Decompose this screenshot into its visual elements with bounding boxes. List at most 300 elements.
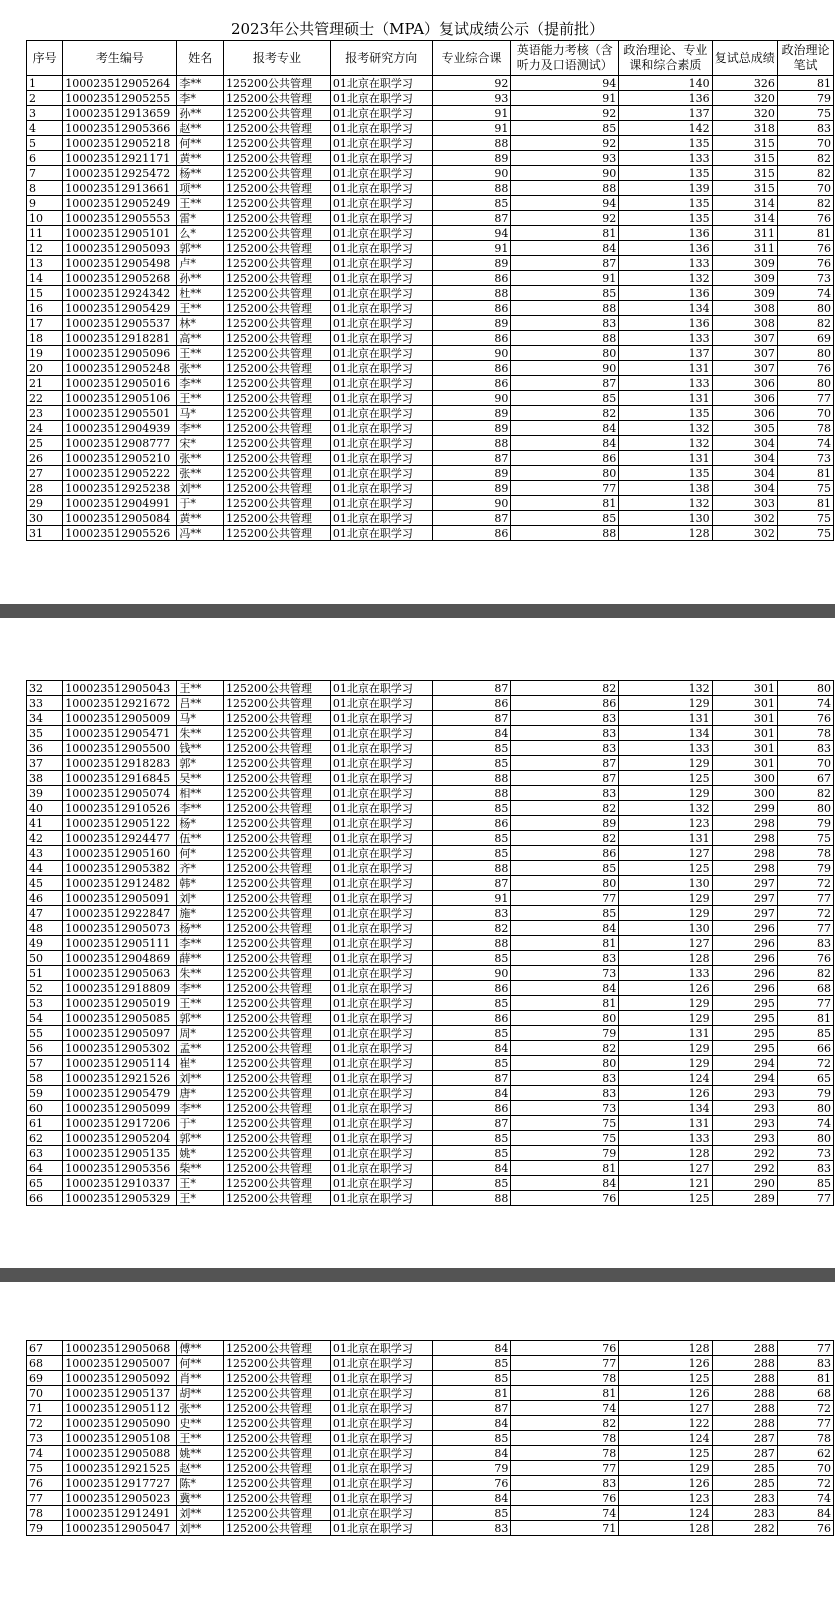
table-cell: 21 (27, 376, 63, 391)
table-header-row (27, 41, 834, 76)
table-cell: 88 (432, 1191, 511, 1206)
table-cell: 01北京在职学习 (330, 951, 432, 966)
table-cell: 126 (619, 1356, 712, 1371)
table-cell: 140 (619, 76, 712, 91)
table-cell: 87 (511, 756, 619, 771)
table-cell: 100023512905249 (63, 196, 177, 211)
table-cell: 01北京在职学习 (330, 376, 432, 391)
table-cell: 124 (619, 1431, 712, 1446)
table-cell: 01北京在职学习 (330, 861, 432, 876)
table-cell: 124 (619, 1071, 712, 1086)
table-cell: 01北京在职学习 (330, 391, 432, 406)
table-cell: 125200公共管理 (224, 771, 331, 786)
table-cell: 81 (777, 466, 833, 481)
table-cell: 128 (619, 1521, 712, 1536)
table-cell: 292 (712, 1161, 777, 1176)
table-cell: 100023512912482 (63, 876, 177, 891)
table-cell: 133 (619, 376, 712, 391)
table-cell: 283 (712, 1491, 777, 1506)
table-cell: 李** (177, 801, 224, 816)
table-cell: 85 (511, 121, 619, 136)
table-cell: 01北京在职学习 (330, 936, 432, 951)
table-cell: 85 (511, 861, 619, 876)
table-cell: 37 (27, 756, 63, 771)
table-cell: 83 (777, 1161, 833, 1176)
table-cell: 9 (27, 196, 63, 211)
table-cell: 83 (777, 741, 833, 756)
table-cell: 306 (712, 406, 777, 421)
table-cell: 131 (619, 391, 712, 406)
table-cell: 100023512905043 (63, 681, 177, 696)
table-cell: 125200公共管理 (224, 1521, 331, 1536)
table-cell: 100023512905106 (63, 391, 177, 406)
table-row (27, 151, 834, 166)
score-table-page-2 (26, 680, 834, 1206)
table-cell: 4 (27, 121, 63, 136)
table-cell: 100023512918283 (63, 756, 177, 771)
table-cell: 76 (27, 1476, 63, 1491)
table-cell: 70 (777, 406, 833, 421)
table-cell: 84 (432, 1086, 511, 1101)
table-cell: 78 (777, 1431, 833, 1446)
table-cell: 90 (511, 361, 619, 376)
table-cell: 100023512905302 (63, 1041, 177, 1056)
table-cell: 01北京在职学习 (330, 211, 432, 226)
table-cell: 88 (432, 861, 511, 876)
table-cell: 100023512904991 (63, 496, 177, 511)
table-cell: 75 (511, 1116, 619, 1131)
table-cell: 127 (619, 1161, 712, 1176)
table-cell: 86 (432, 1101, 511, 1116)
table-row (27, 1416, 834, 1431)
table-row (27, 1476, 834, 1491)
table-cell: 16 (27, 301, 63, 316)
table-cell: 72 (27, 1416, 63, 1431)
table-cell: 288 (712, 1371, 777, 1386)
table-cell: 125200公共管理 (224, 786, 331, 801)
table-cell: 77 (777, 1416, 833, 1431)
table-cell: 3 (27, 106, 63, 121)
table-cell: 125200公共管理 (224, 1476, 331, 1491)
table-cell: 赵** (177, 1461, 224, 1476)
table-cell: 125200公共管理 (224, 256, 331, 271)
table-cell: 72 (777, 906, 833, 921)
table-cell: 伍** (177, 831, 224, 846)
table-cell: 84 (432, 1416, 511, 1431)
table-cell: 128 (619, 951, 712, 966)
table-cell: 相** (177, 786, 224, 801)
table-cell: 125200公共管理 (224, 1341, 331, 1356)
table-cell: 125200公共管理 (224, 301, 331, 316)
table-cell: 300 (712, 771, 777, 786)
table-cell: 66 (777, 1041, 833, 1056)
table-cell: 129 (619, 906, 712, 921)
table-row (27, 121, 834, 136)
table-cell: 80 (777, 376, 833, 391)
table-cell: 125200公共管理 (224, 996, 331, 1011)
table-cell: 19 (27, 346, 63, 361)
table-row (27, 1146, 834, 1161)
table-cell: 132 (619, 436, 712, 451)
table-cell: 64 (27, 1161, 63, 1176)
table-cell: 62 (27, 1131, 63, 1146)
table-cell: 100023512905084 (63, 511, 177, 526)
table-cell: 85 (511, 511, 619, 526)
table-cell: 125200公共管理 (224, 936, 331, 951)
table-cell: 86 (432, 696, 511, 711)
table-cell: 53 (27, 996, 63, 1011)
table-row (27, 1176, 834, 1191)
table-cell: 01北京在职学习 (330, 756, 432, 771)
table-cell: 125200公共管理 (224, 891, 331, 906)
table-cell: 93 (511, 151, 619, 166)
table-cell: 43 (27, 846, 63, 861)
table-cell: 314 (712, 196, 777, 211)
column-header: 政治理论笔试 (777, 41, 833, 76)
table-cell: 87 (511, 771, 619, 786)
table-cell: 76 (777, 361, 833, 376)
table-cell: 100023512905092 (63, 1371, 177, 1386)
table-cell: 高** (177, 331, 224, 346)
table-cell: 134 (619, 726, 712, 741)
table-cell: 100023512905007 (63, 1356, 177, 1371)
table-cell: 132 (619, 496, 712, 511)
table-cell: 46 (27, 891, 63, 906)
table-cell: 01北京在职学习 (330, 1071, 432, 1086)
table-cell: 51 (27, 966, 63, 981)
table-cell: 100023512916845 (63, 771, 177, 786)
table-cell: 300 (712, 786, 777, 801)
table-cell: 86 (432, 981, 511, 996)
table-cell: 125200公共管理 (224, 876, 331, 891)
table-cell: 125200公共管理 (224, 1116, 331, 1131)
table-cell: 134 (619, 1101, 712, 1116)
table-row (27, 786, 834, 801)
table-cell: 孟** (177, 1041, 224, 1056)
table-cell: 125200公共管理 (224, 511, 331, 526)
table-cell: 吕** (177, 696, 224, 711)
table-cell: 91 (432, 241, 511, 256)
table-cell: 125200公共管理 (224, 1056, 331, 1071)
table-cell: 刘* (177, 891, 224, 906)
table-cell: 125200公共管理 (224, 1131, 331, 1146)
table-cell: 133 (619, 966, 712, 981)
table-row (27, 331, 834, 346)
table-cell: 100023512905264 (63, 76, 177, 91)
table-cell: 何** (177, 1356, 224, 1371)
table-cell: 136 (619, 286, 712, 301)
table-cell: 01北京在职学习 (330, 1341, 432, 1356)
table-cell: 01北京在职学习 (330, 466, 432, 481)
table-cell: 刘** (177, 481, 224, 496)
table-cell: 100023512905068 (63, 1341, 177, 1356)
table-cell: 王** (177, 681, 224, 696)
table-cell: 92 (511, 136, 619, 151)
table-cell: 76 (511, 1341, 619, 1356)
table-cell: 100023512921525 (63, 1461, 177, 1476)
table-cell: 17 (27, 316, 63, 331)
table-cell: 90 (432, 966, 511, 981)
table-cell: 288 (712, 1386, 777, 1401)
table-cell: 01北京在职学习 (330, 436, 432, 451)
table-row (27, 1371, 834, 1386)
table-cell: 89 (432, 406, 511, 421)
table-cell: 135 (619, 166, 712, 181)
table-cell: 125200公共管理 (224, 1026, 331, 1041)
table-cell: 81 (511, 1161, 619, 1176)
table-cell: 82 (511, 801, 619, 816)
table-cell: 45 (27, 876, 63, 891)
table-cell: 136 (619, 91, 712, 106)
table-cell: 76 (777, 211, 833, 226)
table-cell: 90 (432, 166, 511, 181)
table-cell: 86 (511, 451, 619, 466)
table-cell: 83 (511, 711, 619, 726)
table-cell: 306 (712, 391, 777, 406)
table-row (27, 436, 834, 451)
table-row (27, 1011, 834, 1026)
table-cell: 315 (712, 166, 777, 181)
table-cell: 125200公共管理 (224, 921, 331, 936)
table-cell: 79 (777, 1086, 833, 1101)
table-cell: 129 (619, 1461, 712, 1476)
table-cell: 128 (619, 1146, 712, 1161)
table-cell: 78 (511, 1431, 619, 1446)
table-cell: 125200公共管理 (224, 436, 331, 451)
table-cell: 80 (511, 876, 619, 891)
table-cell: 85 (432, 1131, 511, 1146)
table-cell: 杨* (177, 816, 224, 831)
table-cell: 129 (619, 1056, 712, 1071)
table-cell: 86 (432, 816, 511, 831)
table-cell: 90 (432, 496, 511, 511)
table-cell: 唐* (177, 1086, 224, 1101)
table-cell: 125200公共管理 (224, 1161, 331, 1176)
table-cell: 136 (619, 316, 712, 331)
table-cell: 47 (27, 906, 63, 921)
table-cell: 282 (712, 1521, 777, 1536)
table-cell: 125200公共管理 (224, 136, 331, 151)
table-cell: 张** (177, 1401, 224, 1416)
table-cell: 296 (712, 936, 777, 951)
table-cell: 135 (619, 406, 712, 421)
table-cell: 314 (712, 211, 777, 226)
table-cell: 133 (619, 331, 712, 346)
table-row (27, 1521, 834, 1536)
table-cell: 91 (511, 91, 619, 106)
table-cell: 01北京在职学习 (330, 1146, 432, 1161)
table-cell: 82 (777, 316, 833, 331)
table-row (27, 711, 834, 726)
table-cell: 7 (27, 166, 63, 181)
table-cell: 33 (27, 696, 63, 711)
table-cell: 84 (432, 1491, 511, 1506)
table-cell: 76 (777, 241, 833, 256)
table-cell: 74 (511, 1506, 619, 1521)
table-row (27, 301, 834, 316)
table-cell: 295 (712, 1026, 777, 1041)
table-cell: 123 (619, 816, 712, 831)
table-cell: 01北京在职学习 (330, 1131, 432, 1146)
table-cell: 100023512905366 (63, 121, 177, 136)
document-title: 2023年公共管理硕士（MPA）复试成绩公示（提前批） (230, 20, 605, 38)
table-cell: 84 (511, 981, 619, 996)
table-cell: 125200公共管理 (224, 361, 331, 376)
table-cell: 75 (777, 831, 833, 846)
table-cell: 100023512908777 (63, 436, 177, 451)
table-cell: 38 (27, 771, 63, 786)
table-cell: 82 (777, 196, 833, 211)
table-cell: 61 (27, 1116, 63, 1131)
table-cell: 86 (432, 271, 511, 286)
table-cell: 125200公共管理 (224, 1431, 331, 1446)
table-cell: 71 (511, 1521, 619, 1536)
table-cell: 131 (619, 451, 712, 466)
table-cell: 01北京在职学习 (330, 1191, 432, 1206)
table-cell: 01北京在职学习 (330, 166, 432, 181)
table-cell: 78 (777, 421, 833, 436)
table-row (27, 241, 834, 256)
table-cell: 80 (777, 801, 833, 816)
table-cell: 25 (27, 436, 63, 451)
table-cell: 100023512905097 (63, 1026, 177, 1041)
page-separator (0, 604, 835, 618)
table-cell: 100023512905047 (63, 1521, 177, 1536)
table-cell: 86 (432, 526, 511, 541)
table-cell: 85 (432, 1431, 511, 1446)
table-cell: 81 (511, 996, 619, 1011)
table-cell: 何* (177, 846, 224, 861)
table-cell: 83 (511, 1086, 619, 1101)
table-cell: 73 (27, 1431, 63, 1446)
table-cell: 131 (619, 361, 712, 376)
table-cell: 126 (619, 981, 712, 996)
table-cell: 62 (777, 1446, 833, 1461)
table-cell: 100023512924477 (63, 831, 177, 846)
table-cell: 傅** (177, 1341, 224, 1356)
table-cell: 304 (712, 481, 777, 496)
table-cell: 304 (712, 466, 777, 481)
table-row (27, 981, 834, 996)
table-cell: 100023512905471 (63, 726, 177, 741)
table-cell: 13 (27, 256, 63, 271)
table-row (27, 966, 834, 981)
table-row (27, 1461, 834, 1476)
table-cell: 王** (177, 196, 224, 211)
table-cell: 84 (511, 1176, 619, 1191)
table-cell: 125200公共管理 (224, 526, 331, 541)
table-cell: 01北京在职学习 (330, 1446, 432, 1461)
table-cell: 100023512910337 (63, 1176, 177, 1191)
table-cell: 89 (511, 816, 619, 831)
table-cell: 01北京在职学习 (330, 1041, 432, 1056)
table-cell: 78 (511, 1446, 619, 1461)
table-cell: 郭** (177, 241, 224, 256)
table-cell: 84 (511, 421, 619, 436)
table-cell: 92 (432, 76, 511, 91)
table-cell: 73 (777, 271, 833, 286)
table-row (27, 211, 834, 226)
table-row (27, 316, 834, 331)
table-cell: 74 (777, 436, 833, 451)
table-cell: 125200公共管理 (224, 376, 331, 391)
table-cell: 125200公共管理 (224, 1416, 331, 1431)
table-cell: 100023512905429 (63, 301, 177, 316)
table-cell: 125200公共管理 (224, 1356, 331, 1371)
table-cell: 01北京在职学习 (330, 511, 432, 526)
table-cell: 88 (432, 286, 511, 301)
table-cell: 125200公共管理 (224, 1011, 331, 1026)
table-cell: 90 (432, 346, 511, 361)
table-cell: 100023512905108 (63, 1431, 177, 1446)
table-cell: 142 (619, 121, 712, 136)
table-cell: 100023512913661 (63, 181, 177, 196)
table-cell: 100023512912491 (63, 1506, 177, 1521)
table-cell: 11 (27, 226, 63, 241)
table-cell: 89 (432, 256, 511, 271)
table-cell: 125200公共管理 (224, 1086, 331, 1101)
table-row (27, 1401, 834, 1416)
table-row (27, 256, 834, 271)
table-cell: 83 (511, 951, 619, 966)
table-cell: 309 (712, 271, 777, 286)
table-cell: 100023512913659 (63, 106, 177, 121)
table-cell: 125200公共管理 (224, 166, 331, 181)
table-cell: 308 (712, 316, 777, 331)
table-cell: 李** (177, 421, 224, 436)
table-cell: 85 (777, 1026, 833, 1041)
table-cell: 85 (777, 1176, 833, 1191)
table-cell: 85 (432, 196, 511, 211)
table-cell: 87 (432, 511, 511, 526)
table-cell: 85 (432, 1371, 511, 1386)
table-cell: 72 (777, 1056, 833, 1071)
table-cell: 60 (27, 1101, 63, 1116)
table-cell: 295 (712, 1011, 777, 1026)
table-cell: 81 (777, 226, 833, 241)
table-row (27, 286, 834, 301)
table-cell: 309 (712, 256, 777, 271)
table-cell: 67 (27, 1341, 63, 1356)
table-cell: 85 (432, 1506, 511, 1521)
table-cell: 287 (712, 1446, 777, 1461)
table-cell: 81 (777, 1011, 833, 1026)
table-cell: 89 (432, 481, 511, 496)
table-cell: 55 (27, 1026, 63, 1041)
table-cell: 86 (432, 376, 511, 391)
table-cell: 85 (432, 1356, 511, 1371)
table-cell: 81 (511, 936, 619, 951)
table-cell: 赵** (177, 121, 224, 136)
table-cell: 84 (432, 1161, 511, 1176)
table-row (27, 681, 834, 696)
table-cell: 29 (27, 496, 63, 511)
table-cell: 77 (777, 391, 833, 406)
column-header: 政治理论、专业课和综合素质 (619, 41, 712, 76)
table-row (27, 756, 834, 771)
table-cell: 307 (712, 361, 777, 376)
table-cell: 135 (619, 211, 712, 226)
table-cell: 冯** (177, 526, 224, 541)
table-cell: 307 (712, 331, 777, 346)
table-cell: 137 (619, 346, 712, 361)
table-row (27, 196, 834, 211)
table-cell: 陈* (177, 1476, 224, 1491)
table-cell: 01北京在职学习 (330, 361, 432, 376)
table-cell: 132 (619, 681, 712, 696)
table-cell: 305 (712, 421, 777, 436)
table-cell: 306 (712, 376, 777, 391)
